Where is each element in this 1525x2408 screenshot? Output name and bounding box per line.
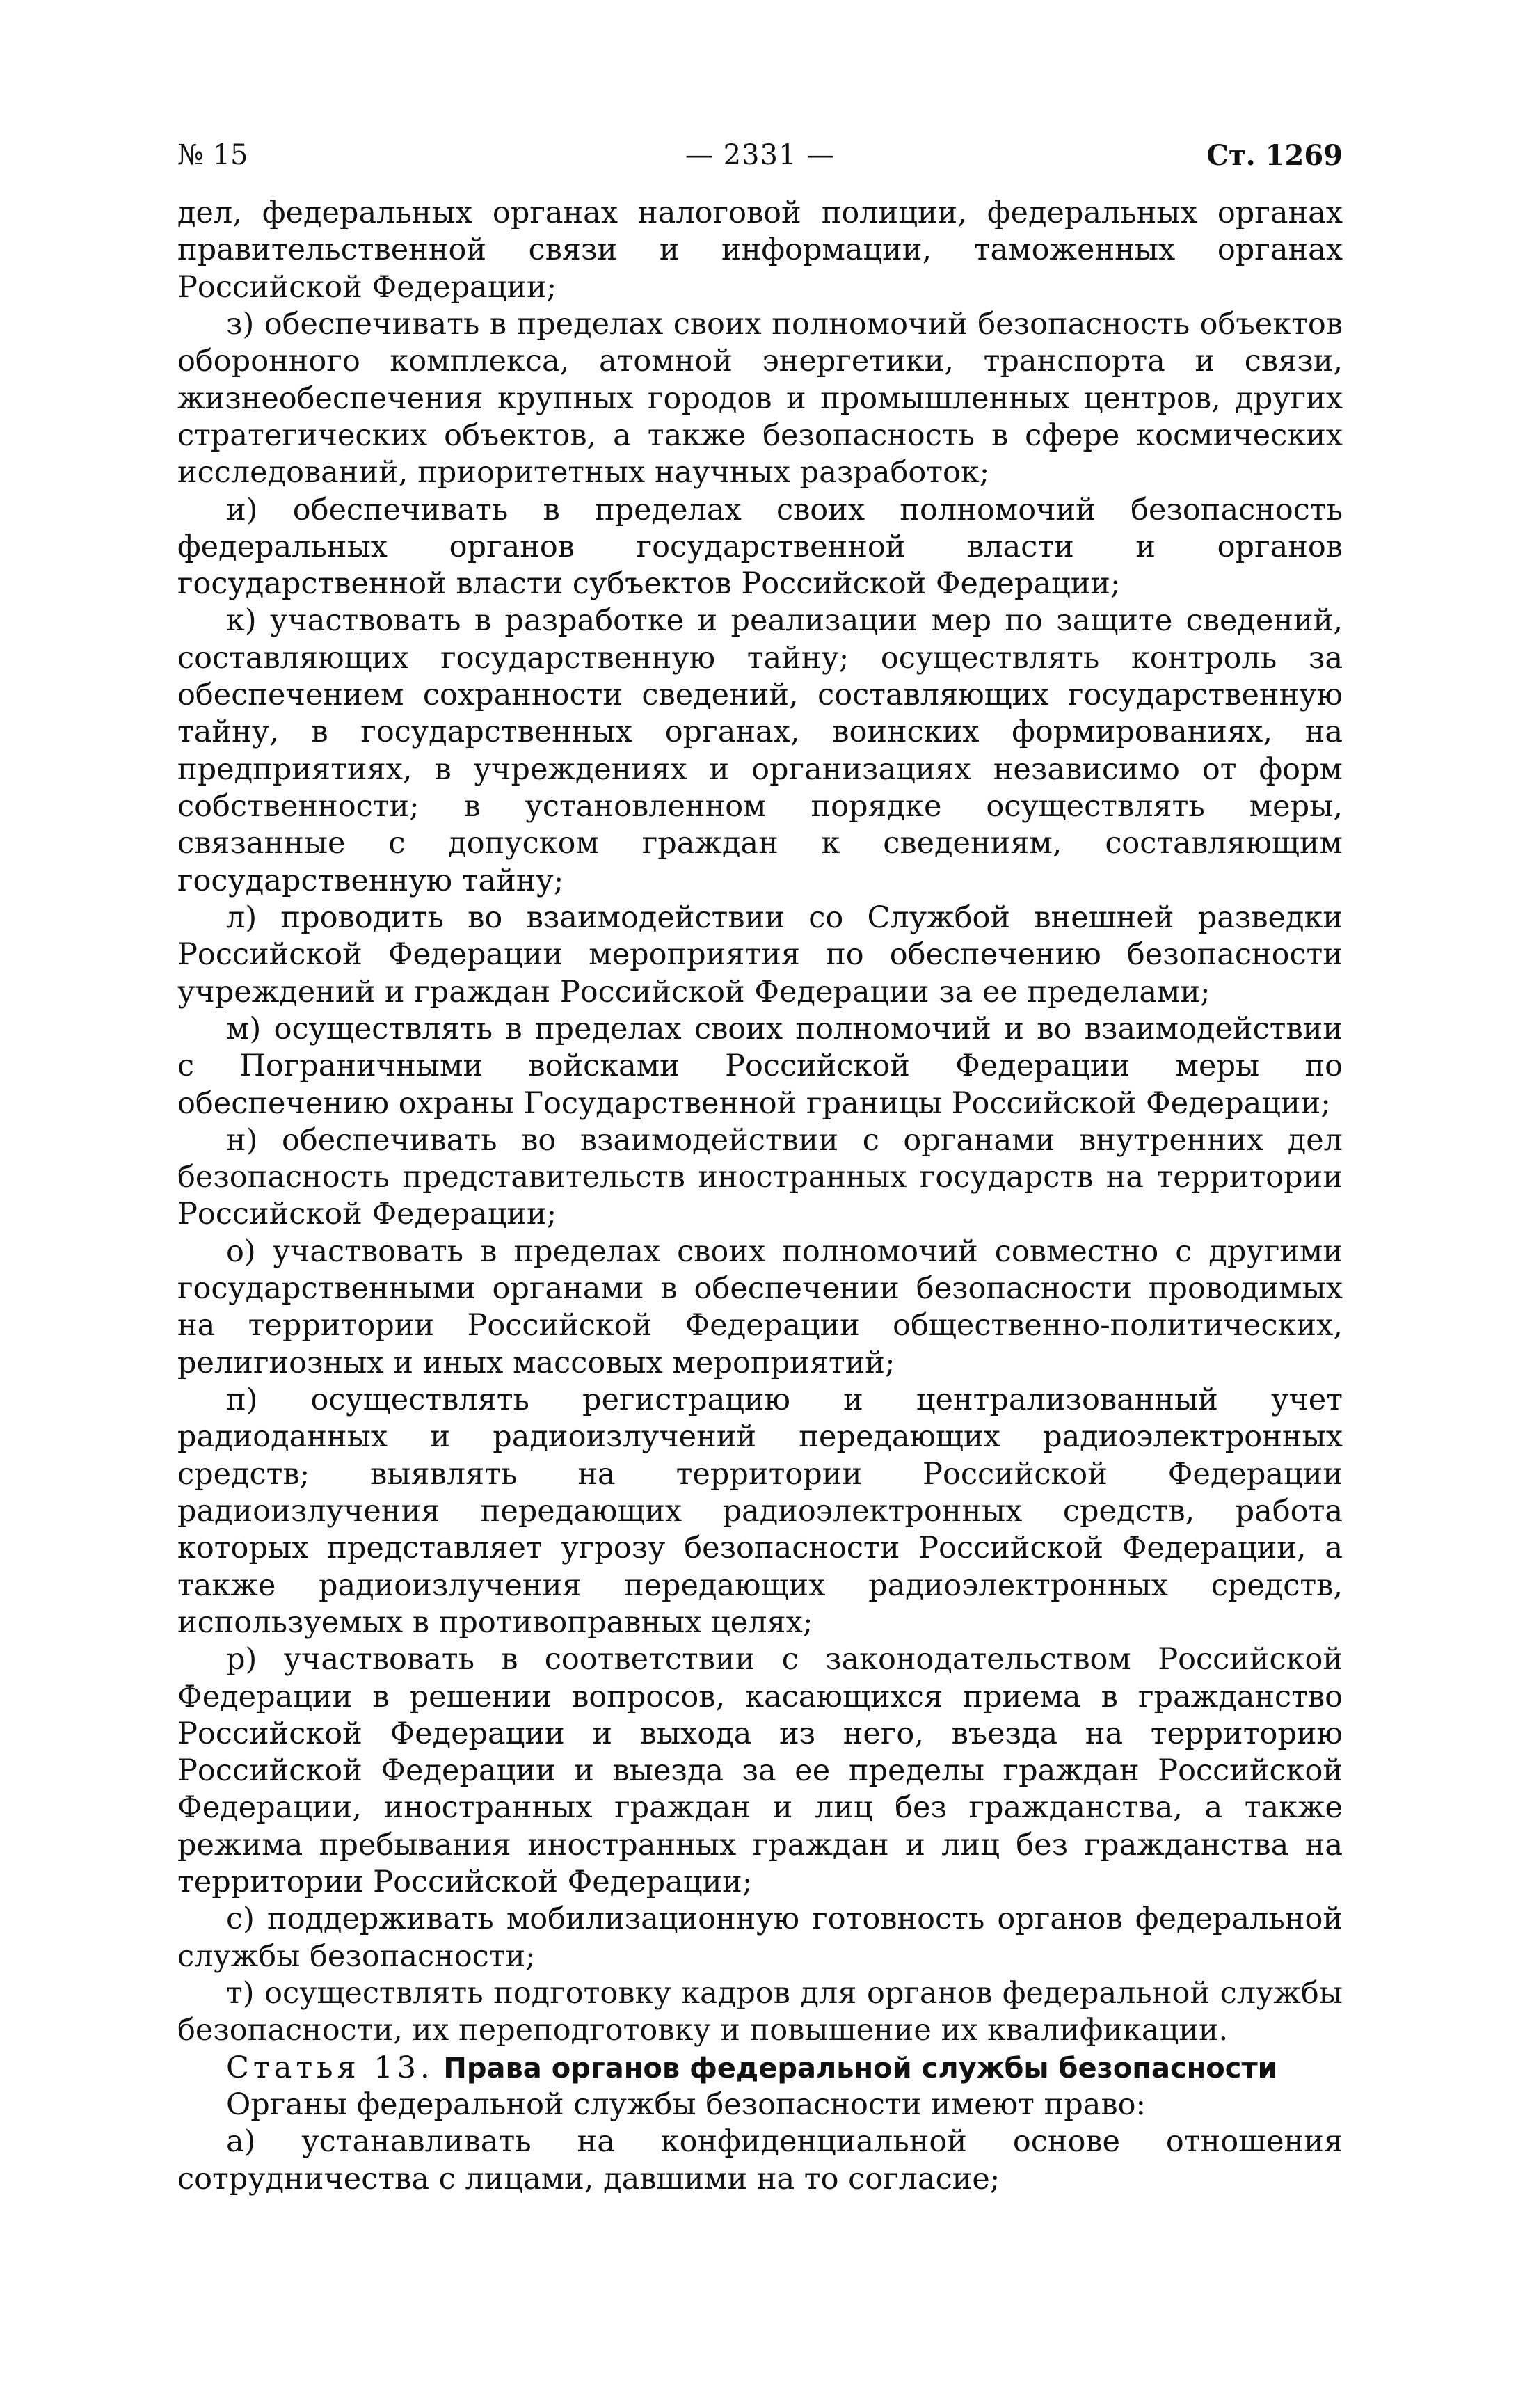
paragraph-r: р) участвовать в соответствии с законодательством Российской Федерации в решении вопросов, касающихся приема в гражданство Российской Федерации и выхода из него, въезда на территорию Российской Федерации и выезда за ее пределы граждан Российской Федерации, иностранных граждан и лиц без гражданства, а также режима пребывания иностранных граждан и лиц без гражданства на территории Российской Федерации; [177,1642,1343,1900]
paragraph-k: к) участвовать в разработке и реализации мер по защите сведений, составляющих государственную тайну; осуществлять контроль за обеспечением сохранности сведений, составляющих государственную тайну, в государственных органах, воинских формированиях, на предприятиях, в учреждениях и организациях независимо от форм собственности; в установленном порядке осуществлять меры, связанные с допуском граждан к сведениям, составляющим государственную тайну; [177,603,1343,898]
paragraph-l: л) проводить во взаимодействии со Службой внешней разведки Российской Федерации мероприятия по обеспечению безопасности учреждений и граждан Российской Федерации за ее пределами; [177,900,1343,1010]
paragraph-a: а) устанавливать на конфиденциальной основе отношения сотрудничества с лицами, давшими на то согласие; [177,2124,1343,2196]
article-title: Права органов федеральной службы безопасности [443,2052,1277,2084]
paragraph-s: с) поддерживать мобилизационную готовность органов федеральной службы безопасности; [177,1901,1343,1974]
body-text [177,195,1343,2198]
page-header [177,118,1343,195]
paragraph-n: н) обеспечивать во взаимодействии с органами внутренних дел безопасность представительств иностранных государств на территории Российской Федерации; [177,1122,1343,1232]
paragraph-i: и) обеспечивать в пределах своих полномочий безопасность федеральных органов государственной власти и органов государственной власти субъектов Российской Федерации; [177,492,1343,602]
document-page [177,118,1343,2331]
page-number: — 2331 — [685,139,836,171]
paragraph-o: о) участвовать в пределах своих полномочий совместно с другими государственными органами в обеспечении безопасности проводимых на территории Российской Федерации общественно-политических, религиозных и иных массовых мероприятий; [177,1234,1343,1380]
issue-number: № 15 [177,139,248,171]
paragraph-p: п) осуществлять регистрацию и централизованный учет радиоданных и радиоизлучений передающих радиоэлектронных средств; выявлять на территории Российской Федерации радиоизлучения передающих радиоэлектронных средств, работа которых представляет угрозу безопасности Российской Федерации, а также радиоизлучения передающих радиоэлектронных средств, используемых в противоправных целях; [177,1382,1343,1640]
paragraph-continuation: дел, федеральных органах налоговой полиции, федеральных органах правительственной связи и информации, таможенных органах Российской Федерации; [177,196,1343,305]
article-intro: Органы федеральной службы безопасности имеют право: [226,2087,1146,2122]
article-reference: Ст. 1269 [1206,139,1343,172]
article-heading [177,2050,1343,2087]
paragraph-t: т) осуществлять подготовку кадров для органов федеральной службы безопасности, их переподготовку и повышение их квалификации. [177,1976,1343,2048]
paragraph-m: м) осуществлять в пределах своих полномочий и во взаимодействии с Пограничными войсками Российской Федерации меры по обеспечению охраны Государственной границы Российской Федерации; [177,1011,1343,1121]
paragraph-z: з) обеспечивать в пределах своих полномочий безопасность объектов оборонного комплекса, атомной энергетики, транспорта и связи, жизнеобеспечения крупных городов и промышленных центров, других стратегических объектов, а также безопасность в сфере космических исследований, приоритетных научных разработок; [177,306,1343,491]
article-label: Статья 13. [226,2050,434,2085]
